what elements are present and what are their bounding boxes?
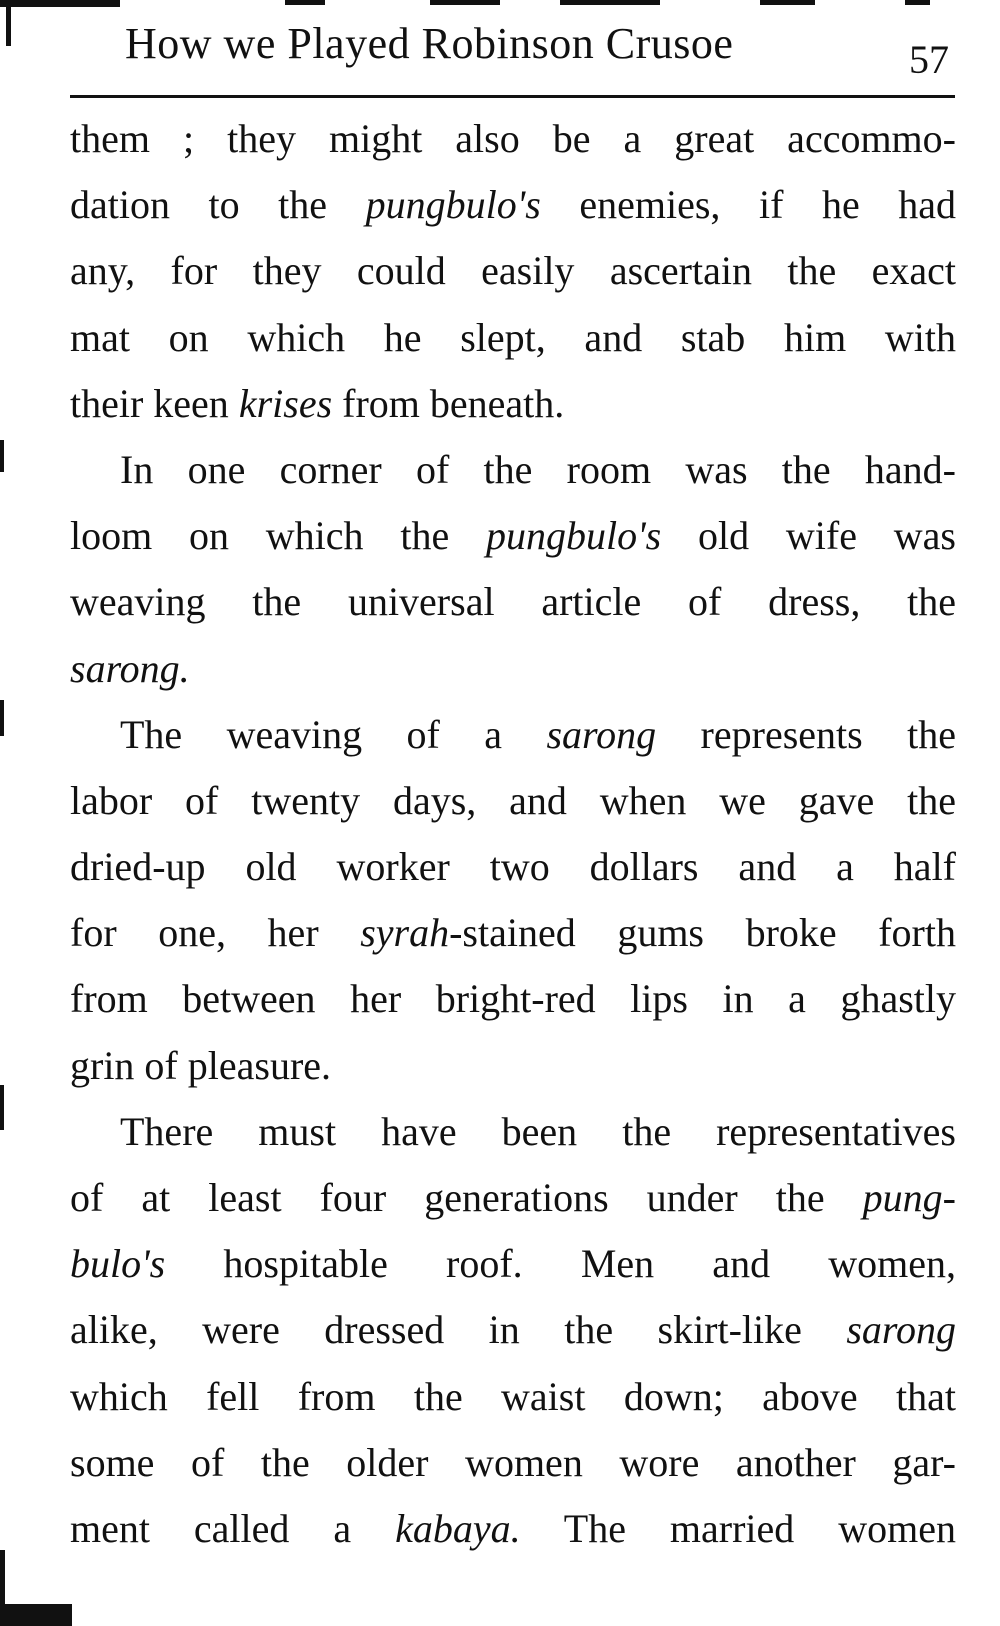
- italic-word: pung-: [862, 1175, 956, 1220]
- scan-edge-mark: [0, 1085, 4, 1130]
- text-line: [70, 636, 956, 702]
- scan-edge-mark: [760, 0, 815, 5]
- scan-edge-mark: [6, 0, 11, 46]
- italic-word: sarong: [846, 1307, 956, 1353]
- text-line: There must have been the representatives: [120, 1108, 956, 1154]
- italic-word: krises: [238, 380, 333, 426]
- text-line: them ; they might also be a great accommo-: [70, 116, 956, 161]
- italic-word: pungbulo's: [365, 182, 541, 228]
- page-header: [0, 0, 1000, 100]
- text-line: weaving the universal article of dress, the: [70, 579, 956, 625]
- text-line: grin of pleasure.: [70, 1042, 332, 1088]
- text-line: In one corner of the room was the hand-: [120, 446, 956, 492]
- text-line: alike, were dressed in the skirt-like sarong: [70, 1307, 956, 1353]
- scan-edge-mark: [0, 0, 120, 7]
- text-line: dried-up old worker two dollars and a half: [70, 844, 956, 890]
- text-line: which fell from the waist down; above that: [70, 1373, 956, 1419]
- text-line: for one, her syrah-stained gums broke forth: [70, 910, 956, 956]
- scan-edge-mark: [0, 440, 4, 472]
- scan-edge-mark: [0, 700, 4, 736]
- text-line: any, for they could easily ascertain the exact: [70, 248, 956, 294]
- text-line: their keen krises from beneath.: [70, 380, 565, 426]
- text-line: some of the older women wore another gar-: [70, 1439, 956, 1485]
- body-text: [70, 106, 956, 1562]
- italic-word: pungbulo's: [486, 513, 662, 559]
- text-line: ment called a kabaya. The married women: [70, 1505, 956, 1551]
- text-line: loom on which the pungbulo's old wife was: [70, 513, 956, 559]
- italic-word: kabaya.: [395, 1505, 521, 1551]
- text-line: bulo's hospitable roof. Men and women,: [70, 1241, 956, 1287]
- text-line: of at least four generations under the pung-: [70, 1175, 956, 1220]
- text-line: dation to the pungbulo's enemies, if he had: [70, 182, 956, 228]
- page-number: 57: [909, 37, 949, 82]
- text-line: from between her bright-red lips in a ghastly: [70, 976, 956, 1022]
- scan-edge-mark: [560, 0, 660, 5]
- italic-word: sarong.: [70, 645, 190, 691]
- running-title: How we Played Robinson Crusoe: [125, 19, 734, 68]
- text-line: mat on which he slept, and stab him with: [70, 314, 956, 360]
- scan-edge-mark: [905, 0, 930, 5]
- scan-edge-mark: [0, 1604, 72, 1626]
- italic-word: syrah: [360, 910, 450, 956]
- text-line: labor of twenty days, and when we gave the: [70, 777, 956, 823]
- scan-edge-mark: [285, 0, 325, 5]
- italic-word: bulo's: [70, 1241, 166, 1287]
- header-rule: [70, 95, 955, 98]
- scan-edge-mark: [430, 0, 500, 5]
- italic-word: sarong: [546, 711, 657, 757]
- text-line: The weaving of a sarong represents the: [120, 711, 956, 757]
